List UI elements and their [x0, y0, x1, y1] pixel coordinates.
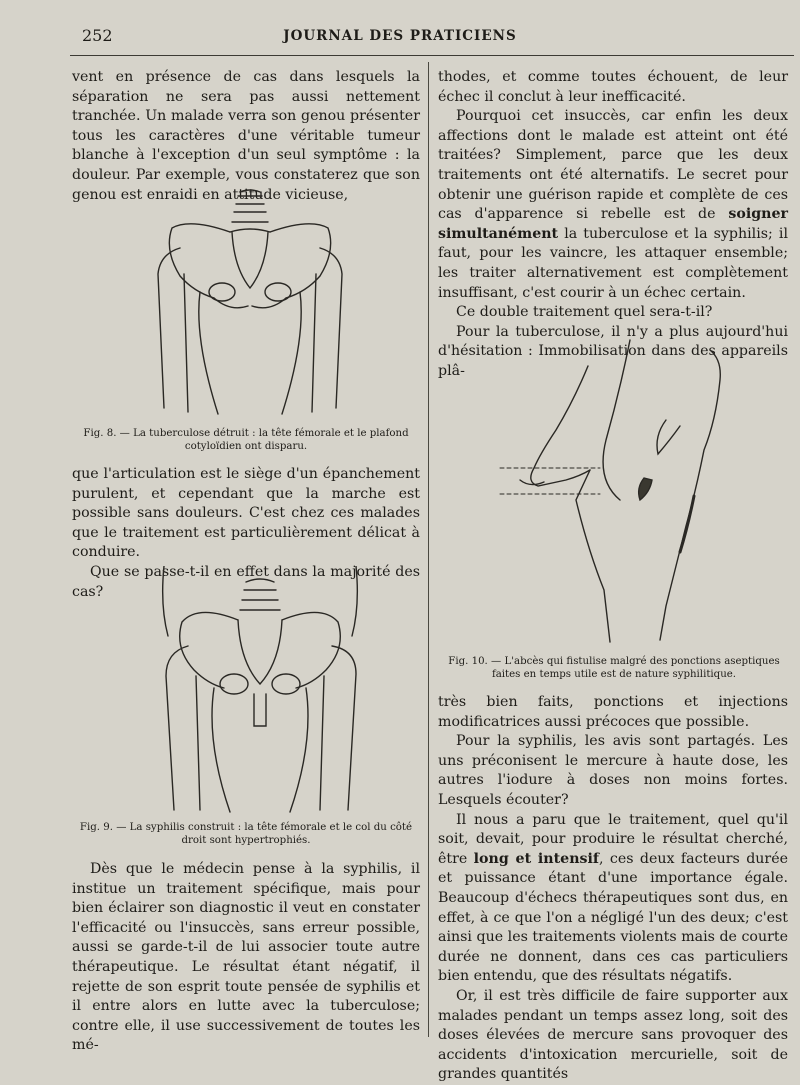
left-para-1: vent en présence de cas dans lesquels la séparation ne sera pas aussi nettement tranchée. Un malade verra son genou présenter tous les caractères d'une véritable tumeur blanche à l'exception d'un seul symptôme : la douleur. Par exemple, vous constaterez que son genou est enraidi en attitude vicieuse, — [72, 69, 420, 203]
right-para-1: thodes, et comme toutes échouent, de leur échec il conclut à leur inefficacité. — [438, 69, 788, 105]
left-para-2: que l'articulation est le siège d'un épanchement purulent, et cependant que la marche est possible sans douleurs. C'est chez ces malades que le traitement est particulièrement délicat à conduire. — [72, 466, 420, 561]
right-para-3: Ce double traitement quel sera-t-il? — [456, 304, 713, 321]
page-number: 252 — [82, 26, 113, 45]
left-para-3: Que se passe-t-il en effet dans la majorité des cas? — [72, 563, 420, 600]
right-column-bottom-text — [438, 693, 788, 1085]
figure-8-caption: Fig. 8. — La tuberculose détruit : la tête fémorale et le plafond cotyloïdien ont disparu. — [83, 428, 409, 452]
right-para-2-start: Pourquoi cet insuccès, car enfin les deux affections dont le malade est atteint ont été traitées? Simplement, parce que les deux traitements ont été alternatifs. Le secret pour obtenir une guérison rapide et complète de ces cas d'apparence si rebelle est de — [438, 108, 788, 223]
right-para-8: Or, il est très difficile de faire supporter aux malades pendant un temps assez long, soit des doses élevées de mercure sans provoquer des accidents d'intoxication mercurielle, soit de grandes quantités — [438, 987, 788, 1083]
right-para-2-bold: soigner simultanément — [438, 206, 788, 242]
right-para-6: Pour la syphilis, les avis sont partagés. Les uns préconisent le mercure à haute dose, les autres l'iodure à doses non moins fortes. Lesquels écouter? — [438, 733, 788, 808]
right-para-4: Pour la tuberculose, il n'y a plus aujourd'hui d'hésitation : Immobilisation dans des appareils plâ- — [438, 323, 788, 379]
figure-8-pelvis-drawing — [150, 188, 350, 416]
right-para-7-end: , ces deux facteurs durée et puissance étant d'une importance égale. Beaucoup d'échecs thérapeutiques sont dus, en effet, à ce que l'on a négligé l'un des deux; c'est ainsi que les traitements violents mais de courte durée ne donnent, dans ces cas particuliers bien entendu, que des résultats négatifs. — [438, 850, 788, 985]
left-column-bottom-text — [72, 860, 420, 1056]
column-divider — [428, 62, 429, 1037]
header-rule — [70, 55, 794, 56]
right-para-7-bold: long et intensif — [473, 850, 600, 867]
journal-title: JOURNAL DES PRATICIENS — [283, 28, 517, 44]
figure-9-pelvis-drawing — [160, 566, 360, 814]
left-para-4: Dès que le médecin pense à la syphilis, il institue un traitement spécifique, mais pour bien éclairer son diagnostic il veut en constater l'efficacité ou l'insuccès, sans erreur possible, aussi se garde-t-il de lui associer toute autre thérapeutique. Le résultat étant négatif, il rejette de son esprit toute pensée de syphilis et il entre alors en lutte avec la tuberculose; contre elle, il use successivement de toutes les mé- — [72, 861, 420, 1054]
right-para-2 — [438, 107, 788, 303]
right-para-7 — [438, 811, 788, 987]
figure-10-caption: Fig. 10. — L'abcès qui fistulise malgré des ponctions aseptiques faites en temps utile est de nature syphilitique. — [448, 656, 780, 680]
right-para-7-start: Il nous a paru que le traitement, quel qu'il soit, devait, pour produire le résultat cherché, être — [438, 811, 788, 867]
figure-10-leg-drawing — [470, 330, 770, 648]
right-para-2-end: la tuberculose et la syphilis; il faut, pour les vaincre, les attaquer ensemble; les traiter alternativement est complètement insuffisant, c'est courir à un échec certain. — [438, 225, 788, 301]
right-para-5: très bien faits, ponctions et injections modificatrices aussi précoces que possible. — [438, 694, 788, 730]
page-header — [0, 0, 800, 56]
left-column-top-text — [72, 68, 420, 205]
figure-9-caption: Fig. 9. — La syphilis construit : la tête fémorale et le col du côté droit sont hypertrophiés. — [79, 822, 413, 846]
